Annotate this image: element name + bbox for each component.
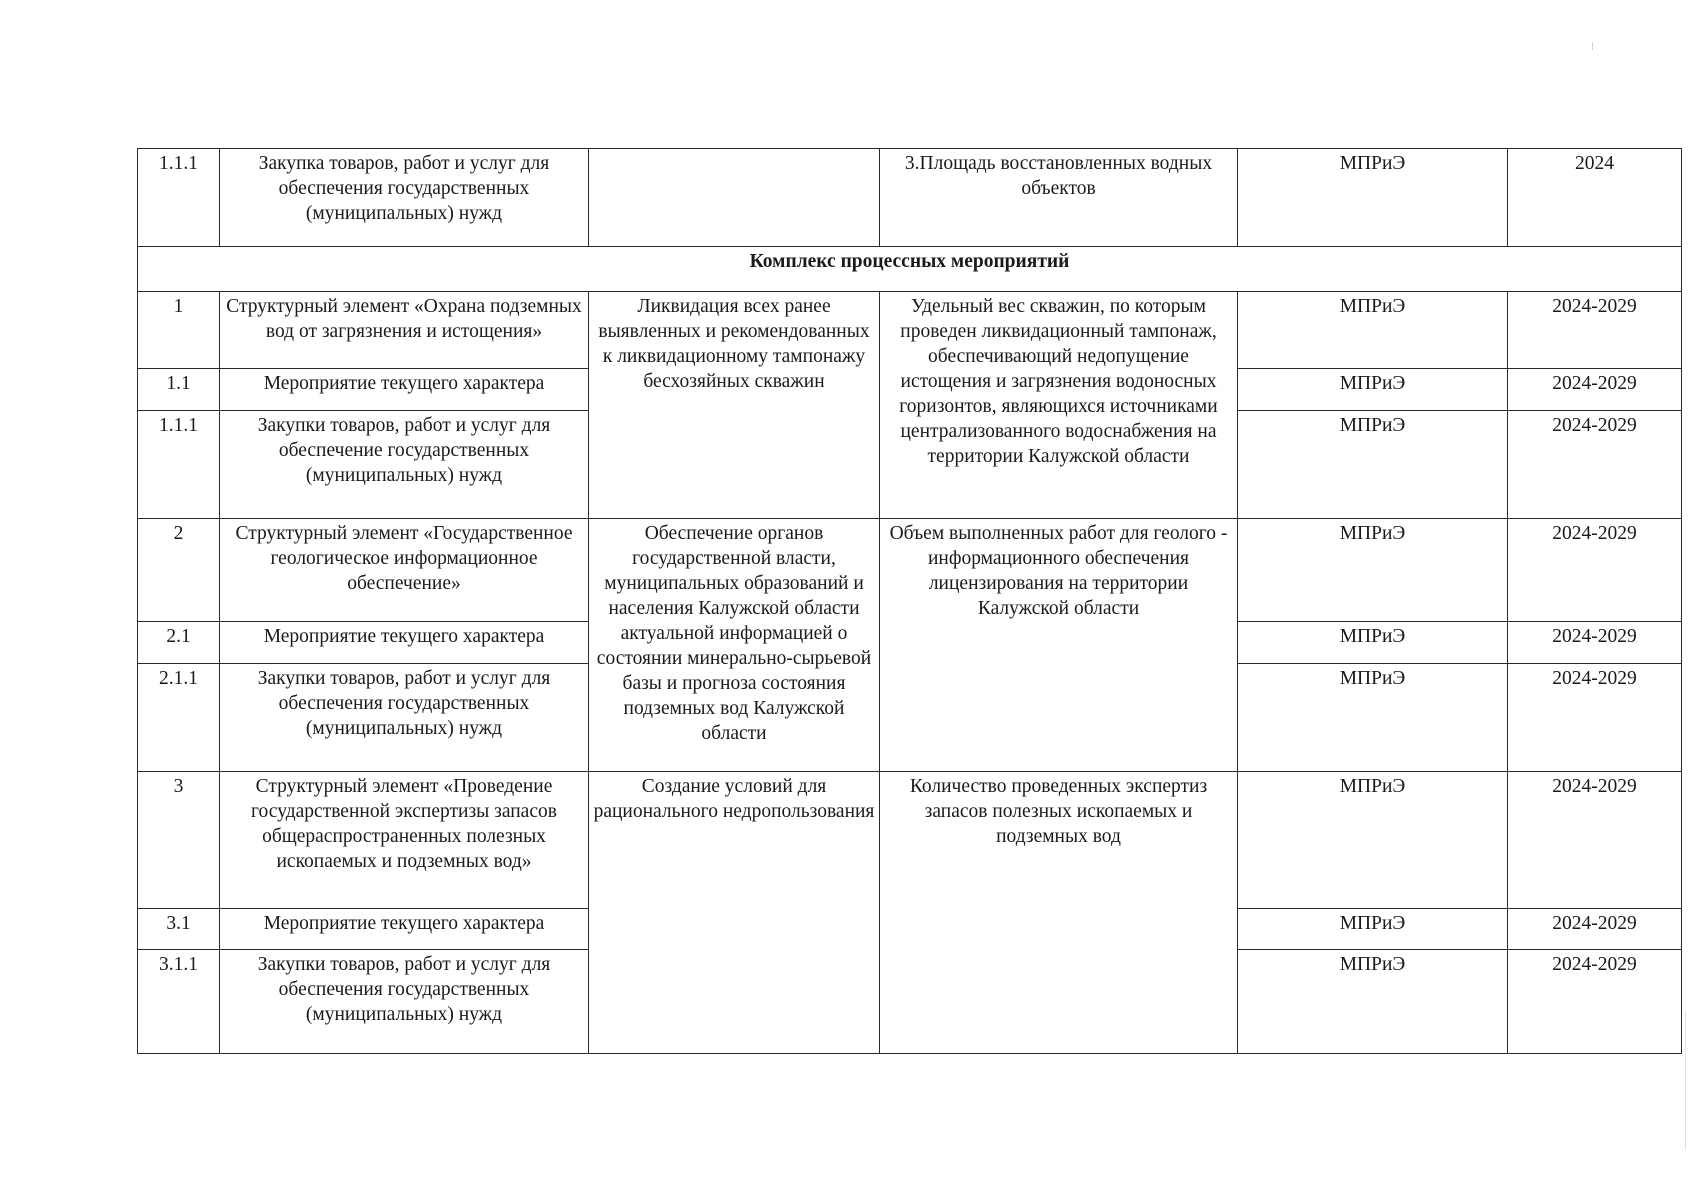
row-period: 2024-2029: [1508, 369, 1682, 411]
row-name: Закупки товаров, работ и услуг для обеспечение государственных (муниципальных) нужд: [220, 411, 589, 519]
row-indicator: 3.Площадь восстановленных водных объектов: [880, 149, 1238, 247]
table-row-top: [138, 149, 1682, 247]
group-task: Создание условий для рационального недропользования: [589, 772, 880, 1054]
group-task: Обеспечение органов государственной власти, муниципальных образований и населения Калужской области актуальной информацией о состоянии минерально-сырьевой базы и прогноза состояния подземных вод Калужской области: [589, 519, 880, 772]
row-period: 2024: [1508, 149, 1682, 247]
row-responsible: МПРиЭ: [1238, 622, 1508, 664]
row-responsible: МПРиЭ: [1238, 411, 1508, 519]
row-code: 1.1.1: [138, 411, 220, 519]
row-code: 1: [138, 292, 220, 369]
group-indicator: Количество проведенных экспертиз запасов полезных ископаемых и подземных вод: [880, 772, 1238, 1054]
row-name: Мероприятие текущего характера: [220, 909, 589, 950]
row-code: 1.1.1: [138, 149, 220, 247]
row-name: Структурный элемент «Государственное геологическое информационное обеспечение»: [220, 519, 589, 622]
row-period: 2024-2029: [1508, 950, 1682, 1054]
scan-artifact-edge: [1685, 1010, 1686, 1150]
row-period: 2024-2029: [1508, 411, 1682, 519]
section-header: Комплекс процессных мероприятий: [138, 247, 1682, 292]
row-code: 2.1: [138, 622, 220, 664]
row-responsible: МПРиЭ: [1238, 950, 1508, 1054]
row-period: 2024-2029: [1508, 622, 1682, 664]
row-code: 2.1.1: [138, 664, 220, 772]
row-code: 2: [138, 519, 220, 622]
row-name: Закупки товаров, работ и услуг для обеспечения государственных (муниципальных) нужд: [220, 664, 589, 772]
row-period: 2024-2029: [1508, 664, 1682, 772]
row-name: Мероприятие текущего характера: [220, 369, 589, 411]
row-code: 3.1.1: [138, 950, 220, 1054]
group-task: Ликвидация всех ранее выявленных и рекомендованных к ликвидационному тампонажу бесхозяйных скважин: [589, 292, 880, 519]
row-responsible: МПРиЭ: [1238, 292, 1508, 369]
row-name: Закупка товаров, работ и услуг для обеспечения государственных (муниципальных) нужд: [220, 149, 589, 247]
scan-artifact: [1592, 42, 1593, 50]
row-code: 1.1: [138, 369, 220, 411]
program-measures-table: [137, 148, 1682, 1054]
row-name: Структурный элемент «Охрана подземных вод от загрязнения и истощения»: [220, 292, 589, 369]
table-row: [138, 292, 1682, 369]
row-responsible: МПРиЭ: [1238, 149, 1508, 247]
row-responsible: МПРиЭ: [1238, 664, 1508, 772]
row-responsible: МПРиЭ: [1238, 772, 1508, 909]
row-name: Структурный элемент «Проведение государственной экспертизы запасов общераспространенных полезных ископаемых и подземных вод»: [220, 772, 589, 909]
table-row: [138, 519, 1682, 622]
row-responsible: МПРиЭ: [1238, 519, 1508, 622]
group-indicator: Объем выполненных работ для геолого - информационного обеспечения лицензирования на территории Калужской области: [880, 519, 1238, 772]
row-code: 3.1: [138, 909, 220, 950]
row-period: 2024-2029: [1508, 909, 1682, 950]
row-period: 2024-2029: [1508, 519, 1682, 622]
section-header-row: [138, 247, 1682, 292]
row-responsible: МПРиЭ: [1238, 369, 1508, 411]
table-row: [138, 772, 1682, 909]
group-indicator: Удельный вес скважин, по которым проведен ликвидационный тампонаж, обеспечивающий недопущение истощения и загрязнения водоносных горизонтов, являющихся источниками централизованного водоснабжения на территории Калужской области: [880, 292, 1238, 519]
row-name: Мероприятие текущего характера: [220, 622, 589, 664]
row-code: 3: [138, 772, 220, 909]
row-task: [589, 149, 880, 247]
row-responsible: МПРиЭ: [1238, 909, 1508, 950]
row-period: 2024-2029: [1508, 292, 1682, 369]
row-period: 2024-2029: [1508, 772, 1682, 909]
row-name: Закупки товаров, работ и услуг для обеспечения государственных (муниципальных) нужд: [220, 950, 589, 1054]
